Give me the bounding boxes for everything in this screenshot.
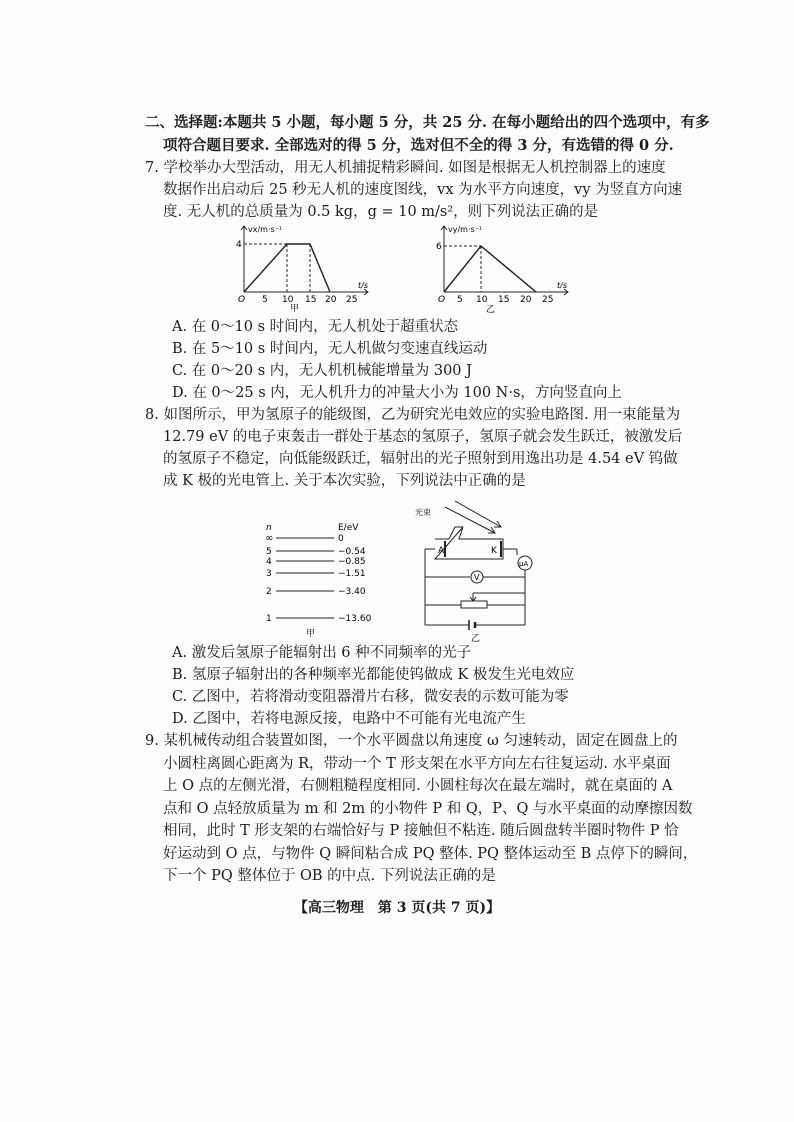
level-e-5: −0.54	[338, 547, 366, 557]
q8-stem-line2: 12.79 eV 的电子束轰击一群处于基态的氢原子，氢原子就会发生跃迁，被激发后	[163, 429, 683, 445]
level-n-inf: ∞	[265, 533, 274, 544]
level-e-2: −3.40	[338, 587, 366, 597]
q7-option-b: B. 在 5～10 s 时间内，无人机做匀变速直线运动	[172, 341, 488, 357]
graph-yi-caption: 乙	[486, 305, 496, 314]
q9-stem-line3: 上 O 点的左侧光滑，右侧粗糙程度相同. 小圆柱每次在最左端时，就在桌面的 A	[163, 778, 673, 794]
graph-yi-xtick-25: 25	[542, 295, 554, 305]
q9-stem-line1: 9. 某机械传动组合装置如图，一个水平圆盘以角速度 ω 匀速转动，固定在圆盘上的	[145, 733, 678, 749]
graph-yi-origin: O	[438, 295, 446, 305]
level-e-3: −1.51	[338, 569, 366, 579]
level-n-2: 2	[266, 587, 272, 597]
graph-jia-ytick: 4	[236, 240, 242, 250]
graph-jia-xtick-25: 25	[346, 295, 358, 305]
q9-stem-line7: 下一个 PQ 整体位于 OB 的中点. 下列说法正确的是	[163, 868, 496, 884]
q9-stem-line4: 点和 O 点轻放质量为 m 和 2m 的小物件 P 和 Q，P、Q 与水平桌面的动摩擦因数	[163, 801, 693, 817]
q7-graph-jia	[228, 222, 374, 312]
graph-jia-xtick-5: 5	[262, 295, 268, 305]
level-e-4: −0.85	[338, 557, 366, 567]
q9-stem-line6: 好运动到 O 点，与物件 Q 瞬间粘合成 PQ 整体. PQ 整体运动至 B 点停下的瞬间，	[163, 846, 698, 862]
circuit-caption: 乙	[471, 634, 481, 643]
graph-yi-xtick-5: 5	[457, 295, 463, 305]
section-heading-line2: 项符合题目要求. 全部选对的得 5 分，选对但不全的得 3 分，有选错的得 0 分.	[163, 137, 674, 154]
q7-stem-line2: 数据作出启动后 25 秒无人机的速度图线，vx 为水平方向速度，vy 为竖直方向速	[163, 182, 683, 198]
section-heading-line1: 二、选择题:本题共 5 小题，每小题 5 分，共 25 分. 在每小题给出的四个选项中，有多	[145, 114, 710, 131]
circuit-k-label: K	[491, 546, 497, 556]
q7-option-d: D. 在 0～25 s 内，无人机升力的冲量大小为 100 N·s，方向竖直向上	[172, 385, 622, 401]
q7-stem-line3: 度. 无人机的总质量为 0.5 kg，g = 10 m/s²，则下列说法正确的是	[163, 204, 599, 220]
level-e-1: −13.60	[338, 614, 372, 624]
q9-stem-line5: 相同，此时 T 形支架的右端恰好与 P 接触但不粘连. 随后圆盘转半圈时物件 P 恰	[163, 823, 679, 839]
level-n-3: 3	[266, 569, 272, 579]
circuit-a-label: A	[438, 546, 445, 556]
q7-stem-line1: 7. 学校举办大型活动，用无人机捕捉精彩瞬间. 如图是根据无人机控制器上的速度	[145, 160, 666, 176]
level-n-5: 5	[266, 547, 272, 557]
graph-yi-xtick-10: 10	[476, 295, 488, 305]
q8-option-a: A. 激发后氢原子能辐射出 6 种不同频率的光子	[172, 645, 472, 661]
circuit-v-label: V	[474, 573, 480, 582]
q8-circuit-diagram	[415, 497, 545, 643]
graph-yi-ytick: 6	[436, 242, 442, 252]
graph-yi-ylabel: vy/m·s⁻¹	[448, 225, 483, 234]
q7-graph-yi	[428, 222, 574, 314]
graph-jia-ylabel: vx/m·s⁻¹	[248, 225, 283, 234]
q8-stem-line3: 的氢原子不稳定，向低能级跃迁，辐射出的光子照射到用逸出功是 4.54 eV 钨做	[163, 451, 678, 467]
graph-yi-xtick-20: 20	[520, 295, 532, 305]
graph-jia-xlabel: t/s	[358, 281, 368, 290]
q7-option-c: C. 在 0～20 s 内，无人机机械能增量为 300 J	[172, 363, 472, 379]
graph-yi-xtick-15: 15	[498, 295, 510, 305]
q8-energy-level-diagram	[258, 520, 378, 640]
q8-option-d: D. 乙图中，若将电源反接，电路中不可能有光电流产生	[172, 711, 526, 727]
graph-jia-xtick-15: 15	[305, 295, 317, 305]
page-footer: 【高三物理 第 3 页(共 7 页)】	[293, 900, 501, 916]
q8-option-c: C. 乙图中，若将滑动变阻器滑片右移，微安表的示数可能为零	[172, 689, 569, 705]
energy-caption: 甲	[306, 629, 316, 639]
energy-n-label: n	[266, 523, 272, 533]
graph-jia-origin: O	[238, 295, 246, 305]
q7-option-a: A. 在 0～10 s 时间内，无人机处于超重状态	[172, 319, 459, 335]
circuit-light-label: 光束	[415, 508, 431, 517]
level-e-inf: 0	[338, 534, 344, 544]
graph-jia-caption: 甲	[290, 304, 300, 312]
graph-jia-xtick-20: 20	[325, 295, 337, 305]
q8-option-b: B. 氢原子辐射出的各种频率光都能使钨做成 K 极发生光电效应	[172, 667, 575, 683]
graph-yi-xlabel: t/s	[557, 281, 567, 290]
q8-stem-line1: 8. 如图所示，甲为氢原子的能级图，乙为研究光电效应的实验电路图. 用一束能量为	[145, 407, 681, 423]
level-n-4: 4	[266, 557, 272, 567]
energy-e-label: E/eV	[338, 523, 359, 533]
graph-jia-xtick-10: 10	[282, 295, 294, 305]
level-n-1: 1	[266, 614, 272, 624]
q8-stem-line4: 成 K 极的光电管上. 关于本次实验，下列说法中正确的是	[163, 473, 526, 489]
circuit-ua-label: μA	[519, 560, 529, 568]
q9-stem-line2: 小圆柱离圆心距离为 R，带动一个 T 形支架在水平方向左右往复运动. 水平桌面	[163, 756, 671, 772]
